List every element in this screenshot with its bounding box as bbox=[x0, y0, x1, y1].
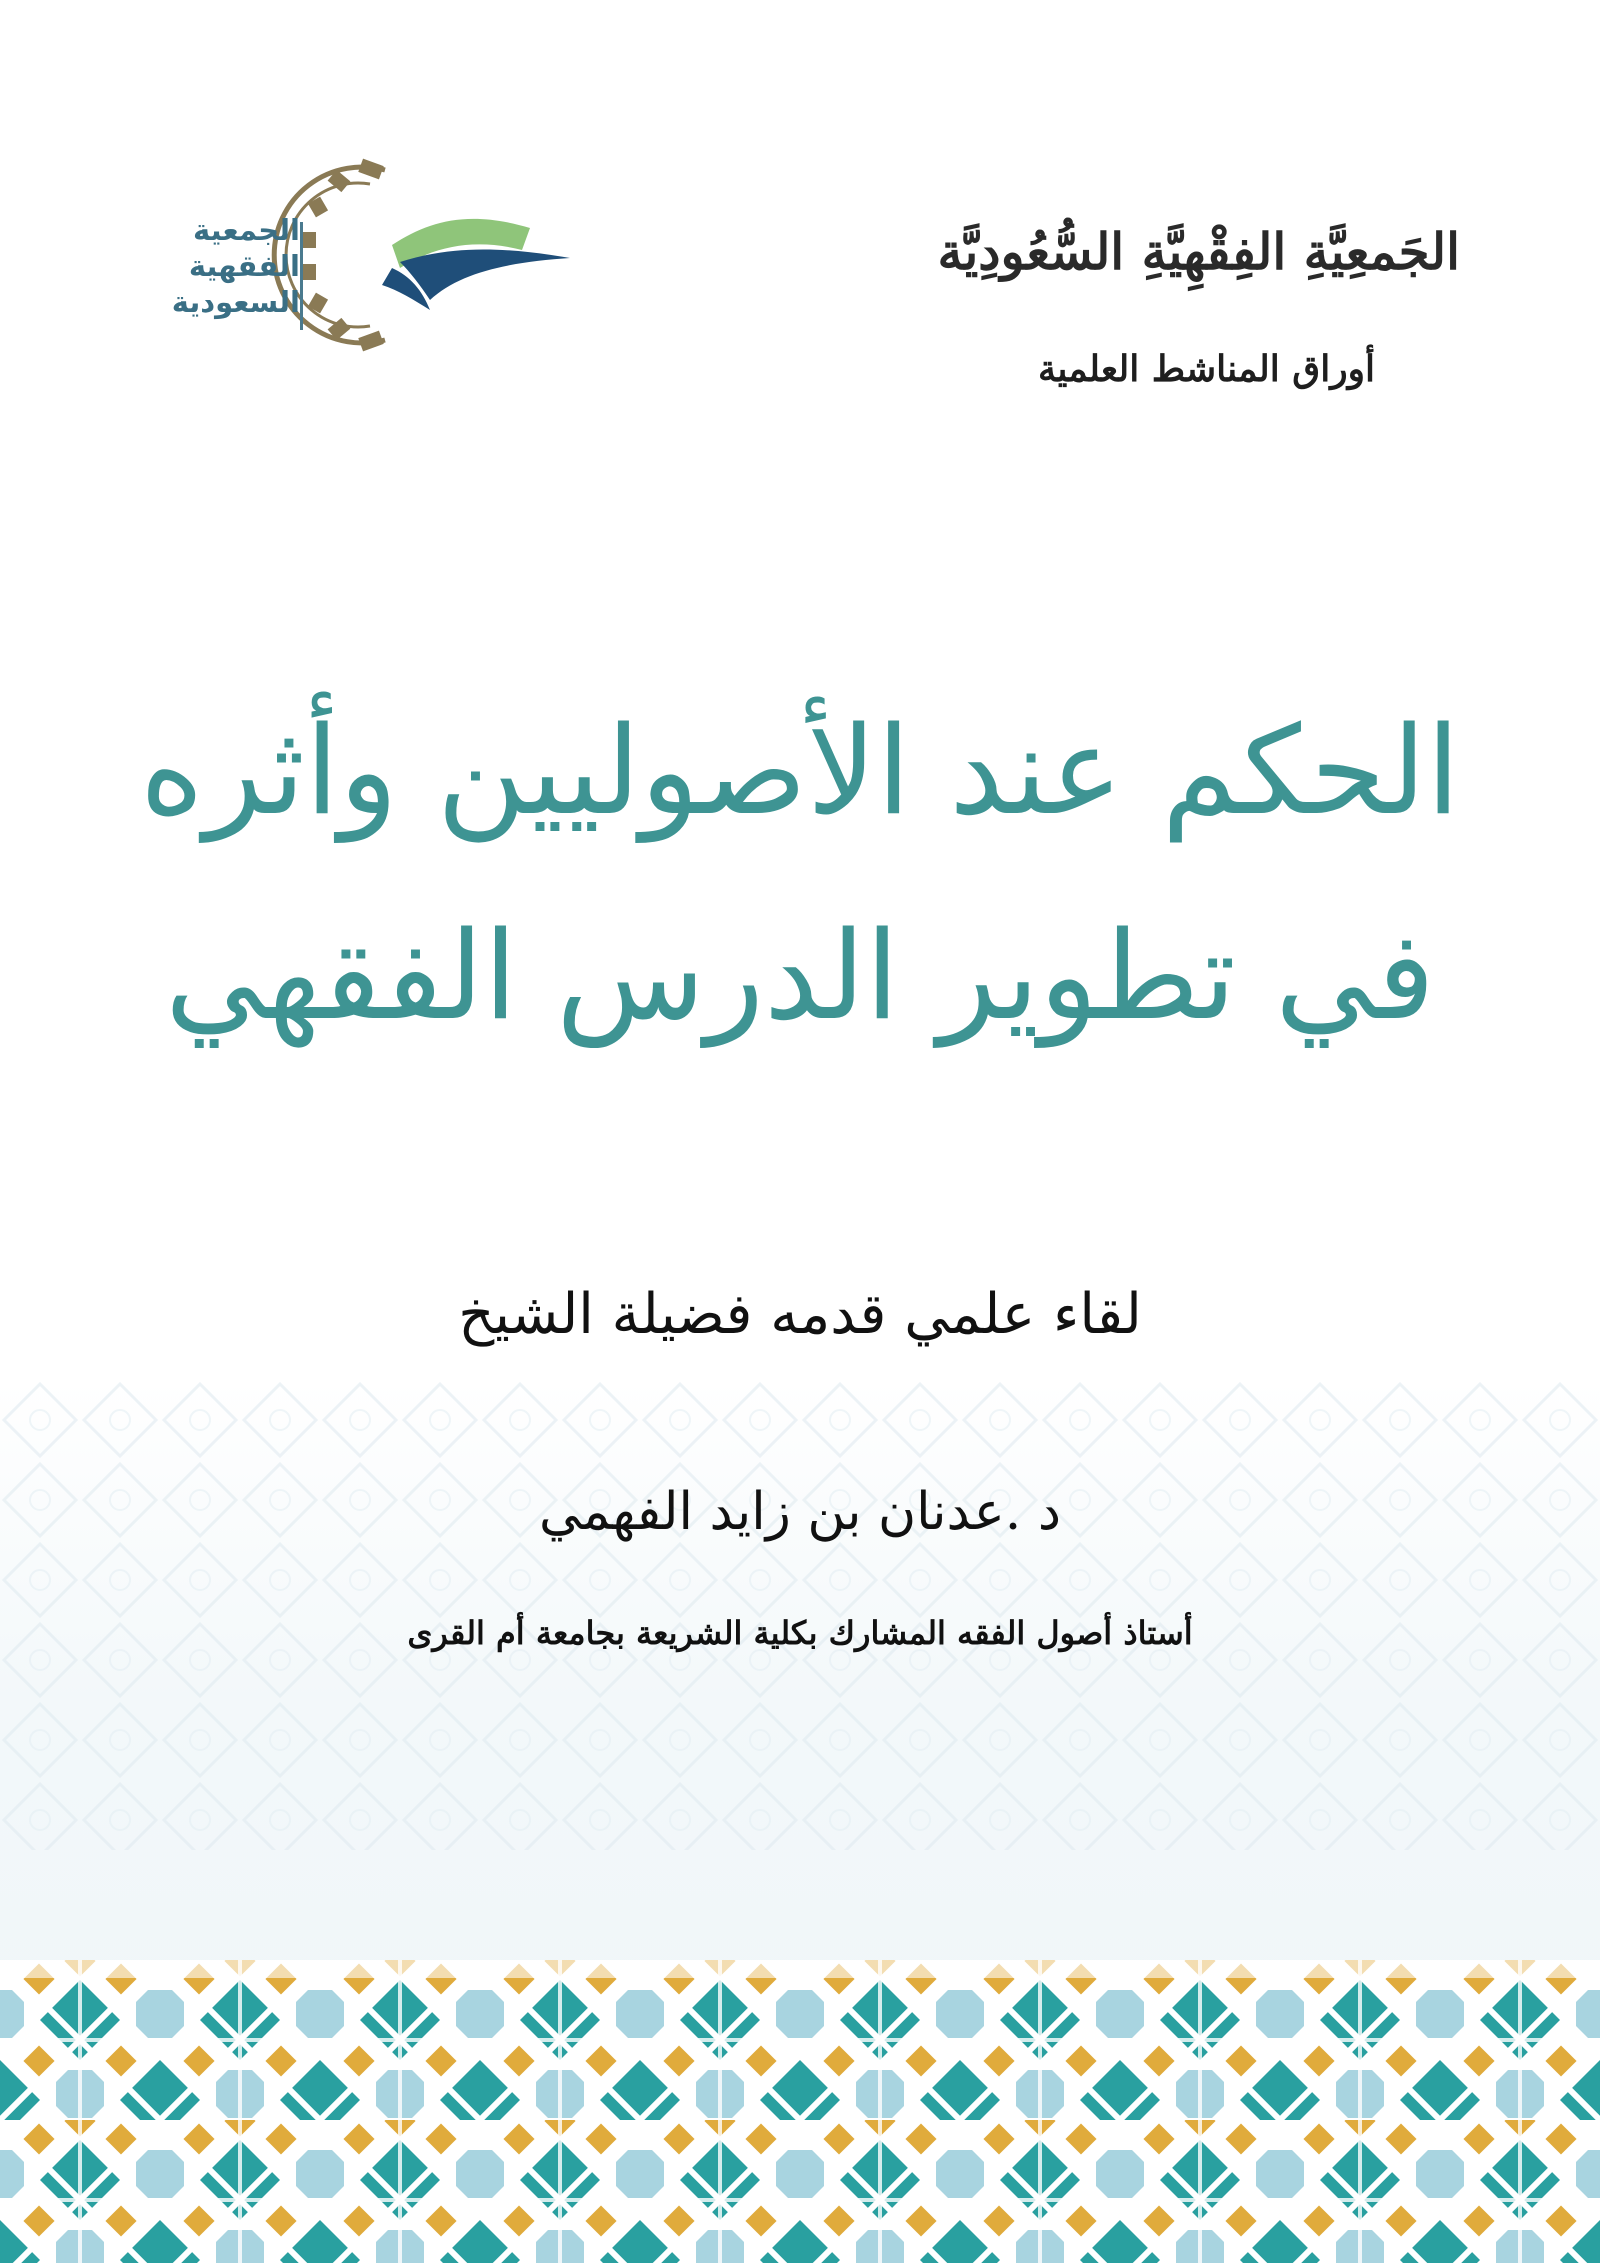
series-name: أوراق المناشط العلمية bbox=[1038, 348, 1375, 390]
society-name: الجَمعِيَّةِ الفِقْهِيَّةِ السُّعُودِيَّة bbox=[937, 222, 1460, 281]
logo-line-3: السعودية bbox=[171, 285, 300, 319]
main-title-line-1: الحكم عند الأصوليين وأثره bbox=[139, 700, 1461, 842]
subtitle: لقاء علمي قدمه فضيلة الشيخ bbox=[458, 1282, 1142, 1347]
author-name: د .عدنان بن زايد الفهمي bbox=[539, 1482, 1061, 1542]
geometric-pattern-footer bbox=[0, 1960, 1600, 2263]
author-position: أستاذ أصول الفقه المشارك بكلية الشريعة بجامعة أم القرى bbox=[407, 1614, 1193, 1652]
main-title-line-2: في تطوير الدرس الفقهي bbox=[164, 905, 1436, 1047]
logo-line-1: الجمعية bbox=[193, 213, 300, 247]
logo-divider bbox=[300, 222, 303, 330]
logo-line-2: الفقهية bbox=[188, 249, 300, 283]
logo-wordmark bbox=[140, 212, 300, 320]
